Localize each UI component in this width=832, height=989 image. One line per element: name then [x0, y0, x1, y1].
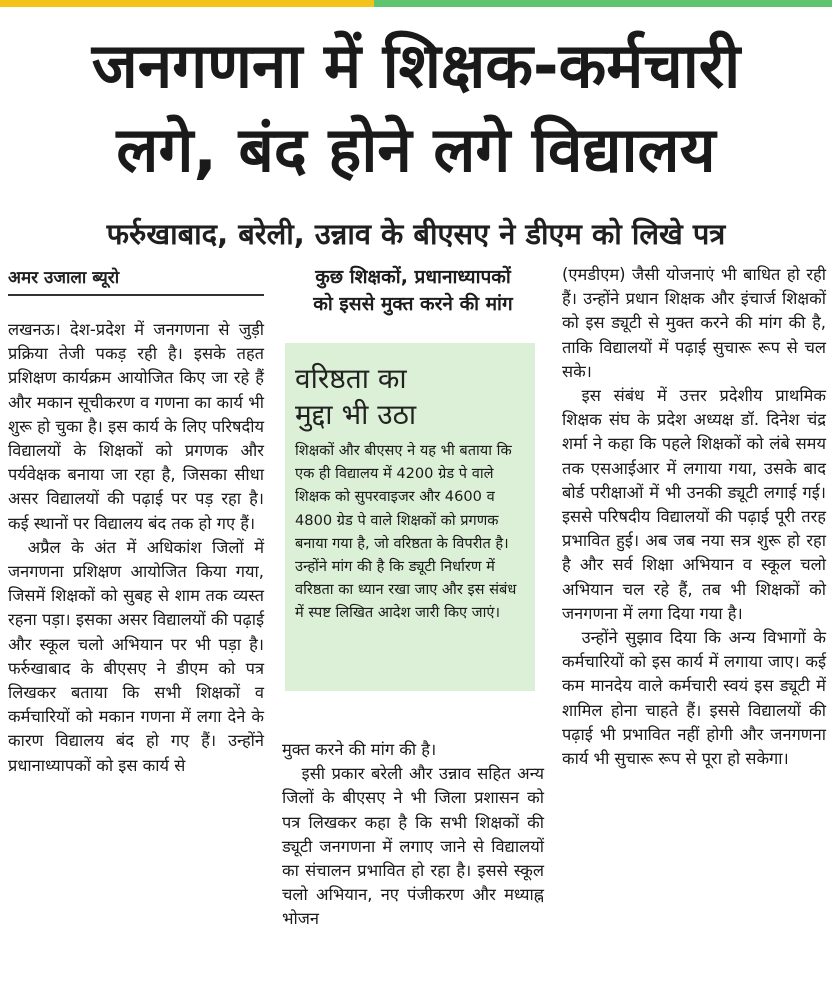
column-3-paragraph: (एमडीएम) जैसी योजनाएं भी बाधित हो रही हैं। उन्होंने प्रधान शिक्षक और इंचार्ज शिक्षकों को इस ड्यूटी से मुक्त करने की मांग की है, ताकि विद्यालयों में पढ़ाई सुचारू रूप से चल सके।	[562, 265, 826, 381]
subheading-line-2: को इससे मुक्त करने की मांग	[313, 293, 513, 315]
box-title	[295, 361, 527, 433]
seniority-issue-box	[285, 343, 535, 691]
subheadline: फर्रुखाबाद, बरेली, उन्नाव के बीएसए ने डीएम को लिखे पत्र	[106, 217, 726, 251]
column-2-paragraph: इसी प्रकार बरेली और उन्नाव सहित अन्य जिलों के बीएसए ने भी जिला प्रशासन को पत्र लिखकर कहा है कि सभी शिक्षकों की ड्यूटी जनगणना में लगाए जाने से विद्यालयों का संचालन प्रभावित हो रहा है। इससे स्कूल चलो अभियान, नए पंजीकरण और मध्याह्न भोजन	[282, 764, 544, 929]
headline-line-2: लगे, बंद होने लगे विद्यालय	[116, 113, 716, 186]
column-1-paragraph: अप्रैल के अंत में अधिकांश जिलों में जनगणना प्रशिक्षण आयोजित किया गया, जिसमें शिक्षकों को सुबह से शाम तक व्यस्त रहना पड़ा। इसका असर विद्यालयों की पढ़ाई और स्कूल चलो अभियान पर भी पड़ा है। फर्रुखाबाद के बीएसए ने डीएम को पत्र लिखकर बताया कि सभी शिक्षकों व कर्मचारियों को मकान गणना में लगा देने के कारण विद्यालय बंद हो गए हैं। उन्होंने प्रधानाध्यापकों को इस कार्य से	[8, 537, 264, 775]
column-2-subheading	[282, 264, 544, 318]
article-column-1	[8, 318, 264, 778]
box-title-line-1: वरिष्ठता का	[295, 362, 407, 395]
column-3-paragraph: इस संबंध में उत्तर प्रदेशीय प्राथमिक शिक्षक संघ के प्रदेश अध्यक्ष डॉ. दिनेश चंद्र शर्मा ने कहा कि पहले शिक्षकों को लंबे समय तक एसआईआर में लगाया गया, उसके बाद बोर्ड परीक्षाओं में भी उनकी ड्यूटी लगाई गई। इससे परिषदीय विद्यालयों की पढ़ाई पूरी तरह प्रभावित हुई। अब जब नया सत्र शुरू हो रहा है और सर्व शिक्षा अभियान व स्कूल चलो अभियान चल रहे हैं, तब भी शिक्षकों को जनगणना में लगा दिया गया है।	[562, 386, 826, 623]
column-1-paragraph: लखनऊ। देश-प्रदेश में जनगणना से जुड़ी प्रक्रिया तेजी पकड़ रही है। इसके तहत प्रशिक्षण कार्यक्रम आयोजित किए जा रहे हैं और मकान सूचीकरण व गणना का कार्य भी शुरू हो चुका है। इस कार्य के लिए परिषदीय विद्यालयों के शिक्षकों को प्रगणक और पर्यवेक्षक बनाया जा रहा है, जिसका सीधा असर विद्यालयों की पढ़ाई पर पड़ रहा है। कई स्थानों पर विद्यालय बंद तक हो गए हैं।	[8, 320, 264, 533]
article-column-3	[562, 263, 826, 771]
top-accent-bar-green	[374, 0, 832, 7]
column-2-paragraph: मुक्त करने की मांग की है।	[282, 740, 437, 759]
headline	[0, 24, 832, 192]
article-column-2	[282, 738, 544, 932]
box-text: शिक्षकों और बीएसए ने यह भी बताया कि एक ही विद्यालय में 4200 ग्रेड पे वाले शिक्षक को सुपरवाइजर और 4600 व 4800 ग्रेड पे वाले शिक्षकों को प्रगणक बनाया गया है, जो वरिष्ठता के विपरीत है। उन्होंने मांग की है कि ड्यूटी निर्धारण में वरिष्ठता का ध्यान रखा जाए और इस संबंध में स्पष्ट लिखित आदेश जारी किए जाएं।	[295, 442, 517, 622]
column-3-paragraph: उन्होंने सुझाव दिया कि अन्य विभागों के कर्मचारियों को इस कार्य में लगाया जाए। कई कम मानदेय वाले कर्मचारी स्वयं इस ड्यूटी में शामिल होना चाहते हैं। इससे विद्यालयों की पढ़ाई भी प्रभावित नहीं होगी और जनगणना कार्य भी सुचारू रूप से पूरा हो सकेगा।	[562, 628, 826, 769]
box-title-line-2: मुद्दा भी उठा	[295, 398, 417, 431]
subheading-line-1: कुछ शिक्षकों, प्रधानाध्यापकों	[315, 266, 511, 288]
headline-line-1: जनगणना में शिक्षक-कर्मचारी	[91, 29, 741, 102]
byline: अमर उजाला ब्यूरो	[8, 265, 264, 296]
top-accent-bar-yellow	[0, 0, 374, 7]
